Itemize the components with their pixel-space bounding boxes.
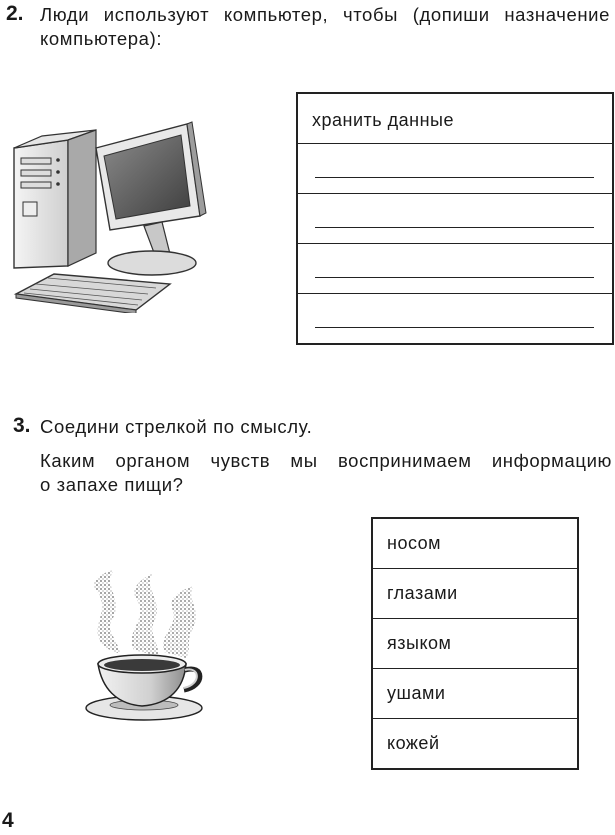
option-skin[interactable]: [373, 719, 577, 768]
answers-table: [296, 92, 614, 345]
answer-row-5[interactable]: [298, 294, 612, 343]
options-table: [371, 517, 579, 770]
task-2-text-line-1: Люди используют компьютер, чтобы (допиши назначение: [40, 4, 610, 25]
answer-blank-line: [315, 327, 594, 328]
task-2-number: 2.: [6, 2, 24, 25]
option-ears[interactable]: [373, 669, 577, 719]
answer-row-4[interactable]: [298, 244, 612, 294]
option-nose[interactable]: [373, 519, 577, 569]
computer-illustration: [12, 118, 218, 313]
task-3-question-line-1: Каким органом чувств мы воспринимаем информацию: [40, 450, 612, 471]
option-label: носом: [387, 533, 442, 553]
option-label: глазами: [387, 583, 458, 603]
task-3-instruction: Соедини стрелкой по смыслу.: [40, 416, 313, 437]
coffee-cup-illustration: [84, 568, 216, 728]
option-label: языком: [387, 633, 452, 653]
answer-blank-line: [315, 277, 594, 278]
option-label: ушами: [387, 683, 446, 703]
option-eyes[interactable]: [373, 569, 577, 619]
task-3-number: 3.: [13, 414, 31, 437]
option-tongue[interactable]: [373, 619, 577, 669]
answer-row-3[interactable]: [298, 194, 612, 244]
task-2-text-line-2: компьютера):: [40, 28, 163, 49]
answer-row-2[interactable]: [298, 144, 612, 194]
answer-text-1: хранить данные: [312, 110, 454, 130]
page-number: 4: [2, 809, 14, 832]
answer-row-1: [298, 94, 612, 144]
answer-blank-line: [315, 227, 594, 228]
answer-blank-line: [315, 177, 594, 178]
task-3-question-line-2: о запахе пищи?: [40, 474, 184, 495]
option-label: кожей: [387, 733, 440, 753]
